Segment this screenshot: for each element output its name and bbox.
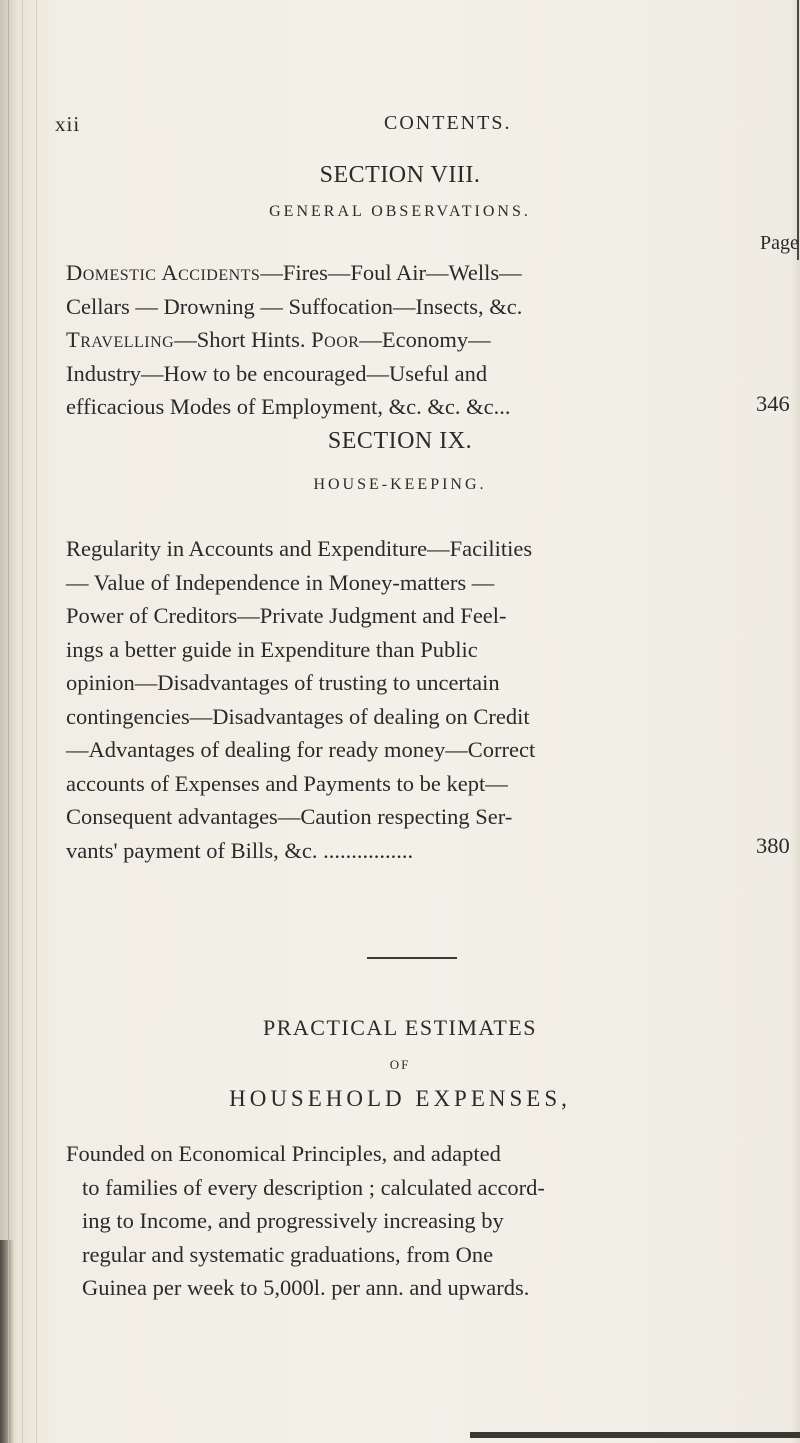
- section-9-subtitle: HOUSE-KEEPING.: [313, 476, 487, 493]
- topic-text: Industry—How to be encouraged—Useful and: [66, 360, 488, 386]
- contents-line: —Advantages of dealing for ready money—Correct: [66, 737, 536, 762]
- contents-line: vants' payment of Bills, &c. ................: [66, 837, 414, 863]
- contents-line: Power of Creditors—Private Judgment and Feel-: [66, 603, 507, 628]
- estimates-description: [66, 1137, 741, 1305]
- description-line: Guinea per week to 5,000l. per ann. and upwards.: [82, 1275, 530, 1300]
- contents-line: Consequent advantages—Caution respecting Ser-: [66, 804, 513, 829]
- section-8-subtitle: GENERAL OBSERVATIONS.: [269, 203, 531, 220]
- page-number: xii: [55, 112, 81, 136]
- estimates-subtitle: HOUSEHOLD EXPENSES,: [229, 1086, 571, 1111]
- contents-line: opinion—Disadvantages of trusting to uncertain: [66, 670, 500, 695]
- contents-line: contingencies—Disadvantages of dealing on Credit: [66, 703, 530, 729]
- description-line: to families of every description ; calculated accord-: [82, 1174, 545, 1200]
- section-8-page: 346: [756, 391, 790, 416]
- page-column-label: Page: [760, 232, 799, 254]
- contents-line: [66, 390, 741, 424]
- contents-line: — Value of Independence in Money-matters —: [66, 569, 495, 595]
- topic-heading: Travelling: [66, 327, 175, 352]
- description-line: ing to Income, and progressively increasing by: [82, 1208, 504, 1233]
- contents-line: [66, 357, 741, 391]
- contents-line: [66, 323, 741, 357]
- page-bottom-edge: [470, 1432, 800, 1438]
- topic-text: —Short Hints.: [174, 327, 312, 352]
- topic-heading: Poor: [311, 327, 360, 352]
- topic-text: efficacious Modes of Employment, &c. &c. &c...: [66, 394, 511, 419]
- section-9-contents: [66, 532, 741, 867]
- right-edge-line: [797, 0, 799, 260]
- topic-text: —Economy—: [359, 327, 491, 352]
- estimates-of: OF: [389, 1057, 411, 1072]
- contents-line: Regularity in Accounts and Expenditure—Facilities: [66, 536, 533, 561]
- section-9-title: SECTION IX.: [327, 428, 473, 454]
- section-9-page: 380: [756, 833, 790, 858]
- description-line: regular and systematic graduations, from One: [82, 1241, 494, 1267]
- topic-text: —Fires—Foul Air—Wells—: [260, 260, 522, 285]
- topic-text: Cellars — Drowning — Suffocation—Insects, &c.: [66, 293, 523, 319]
- running-header: [55, 112, 755, 142]
- topic-heading: Domestic Accidents: [66, 260, 261, 285]
- description-line: Founded on Economical Principles, and adapted: [66, 1141, 501, 1166]
- contents-line: [66, 290, 741, 324]
- running-head: CONTENTS.: [384, 112, 512, 134]
- estimates-title: PRACTICAL ESTIMATES: [263, 1015, 537, 1040]
- section-8-contents: [66, 256, 741, 424]
- contents-line: ings a better guide in Expenditure than Public: [66, 636, 478, 662]
- contents-line: accounts of Expenses and Payments to be kept—: [66, 770, 508, 796]
- binding-shadow: [0, 1240, 14, 1443]
- section-divider: [367, 957, 457, 959]
- section-8-title: SECTION VIII.: [319, 162, 481, 188]
- contents-line: [66, 256, 741, 290]
